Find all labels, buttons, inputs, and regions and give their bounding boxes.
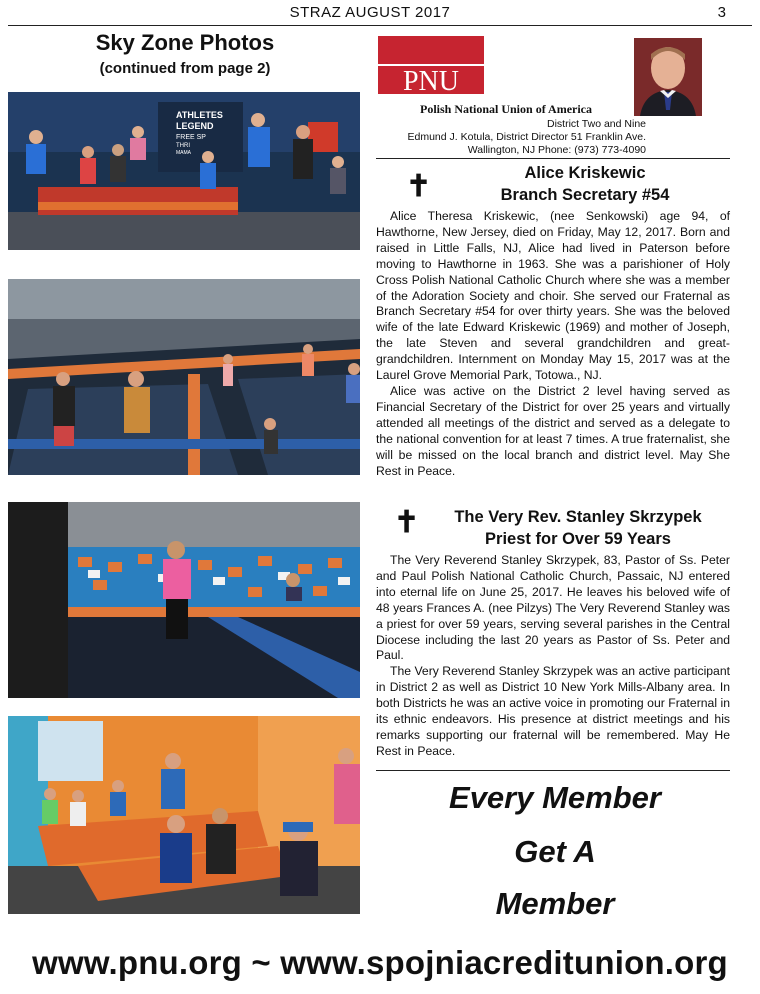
obituary-1-title xyxy=(440,162,730,206)
obituary-2-body xyxy=(376,553,730,760)
obituary-rule xyxy=(376,770,730,771)
pnu-org-name: Polish National Union of America xyxy=(420,102,593,116)
header-rule xyxy=(8,25,752,26)
sign-text-3: FREE SP xyxy=(176,134,206,141)
obituary-1-paragraph: Alice Theresa Kriskewic, (nee Senkowski) age 94, of Hawthorne, New Jersey, died on Friday, May 12, 2017. Born and raised in Little Falls, NJ, Alice had lived in Paterson before moving to Hawthorne in 1963. She was a parishioner of Holy Cross Polish National Catholic Church where she was a member of the Adoration Society and choir. She served our Fraternal as Branch Secretary #54 for over thirty years. She was the beloved wife of the late Edward Kriskewic (1969) and mother of Joseph, the late Steven and several grandchildren and great-grandchildren. Internment on Monday May 15, 2017 was at the Laurel Grove Memorial Park, Totowa., NJ. xyxy=(376,209,730,383)
pnu-phone: Wallington, NJ Phone: (973) 773-4090 xyxy=(467,144,646,156)
cross-icon: ✝ xyxy=(406,170,432,203)
slogan-line-2: Get A xyxy=(514,834,596,869)
pnu-rule xyxy=(376,158,730,159)
pnu-logo-text: PNU xyxy=(402,66,459,97)
sign-text-2: LEGEND xyxy=(176,121,214,131)
obituary-2-name: The Very Rev. Stanley Skrzypek xyxy=(454,508,702,526)
section-subtitle: (continued from page 2) xyxy=(99,60,271,77)
obituary-2-role: Priest for Over 59 Years xyxy=(485,530,671,548)
sign-text-1: ATHLETES xyxy=(176,110,223,120)
footer-links: www.pnu.org ~ www.spojniacreditunion.org xyxy=(32,944,728,981)
obituary-1-paragraph: Alice was active on the District 2 level having served as Financial Secretary of the District for over 25 years and virtually attended all meetings of the district and served as a delegate to the national convention for at least 7 times. A true fraternalist, she will be missed on the local branch and district level. May She Rest in Peace. xyxy=(376,383,730,478)
pnu-director: Edmund J. Kotula, District Director 51 Franklin Ave. xyxy=(407,131,646,143)
sky-zone-photo-3 xyxy=(8,502,360,698)
pnu-district: District Two and Nine xyxy=(546,118,646,130)
pnu-logo xyxy=(378,36,484,97)
obituary-2-title xyxy=(426,506,730,550)
slogan-line-1: Every Member xyxy=(449,780,661,815)
obituary-1-name: Alice Kriskewic xyxy=(524,164,646,182)
sign-text-5: MAMA xyxy=(176,150,191,156)
obituary-1-role: Branch Secretary #54 xyxy=(500,186,670,204)
director-portrait xyxy=(634,38,702,116)
slogan-line-3: Member xyxy=(495,886,615,921)
sky-zone-photo-1 xyxy=(8,92,360,250)
obituary-2-paragraph: The Very Reverend Stanley Skrzypek was an active participant in District 2 as well as District 10 New York Mills-Albany area. In both Districts he was an active voice in promoting our Fraternal in its ethnic endeavors. His presence at district meetings and his remarks supporting our fraternal will be remembered. May He Rest in Peace. xyxy=(376,664,730,758)
publication-title: STRAZ AUGUST 2017 xyxy=(289,4,451,21)
section-title: Sky Zone Photos xyxy=(95,30,275,55)
page-header xyxy=(0,4,760,24)
obituary-1-body xyxy=(376,209,730,479)
sign-text-4: THRI xyxy=(176,143,190,149)
obituary-2-paragraph: The Very Reverend Stanley Skrzypek, 83, Pastor of Ss. Peter and Paul Polish National Catholic Church, Passaic, NJ entered into eternal life on June 25, 2017. He leaves his beloved wife of 48 years Frances A. (nee Pilzys) The Very Reverend Stanley was a priest for over 59 years, serving several parishes in the Central Diocese including the last 20 years as Pastor of Ss. Peter and Paul. xyxy=(376,553,730,663)
page-number: 3 xyxy=(717,4,726,21)
sky-zone-section xyxy=(8,30,362,77)
sky-zone-photo-2 xyxy=(8,279,360,475)
cross-icon: ✝ xyxy=(394,506,420,539)
sky-zone-photo-4 xyxy=(8,716,360,914)
